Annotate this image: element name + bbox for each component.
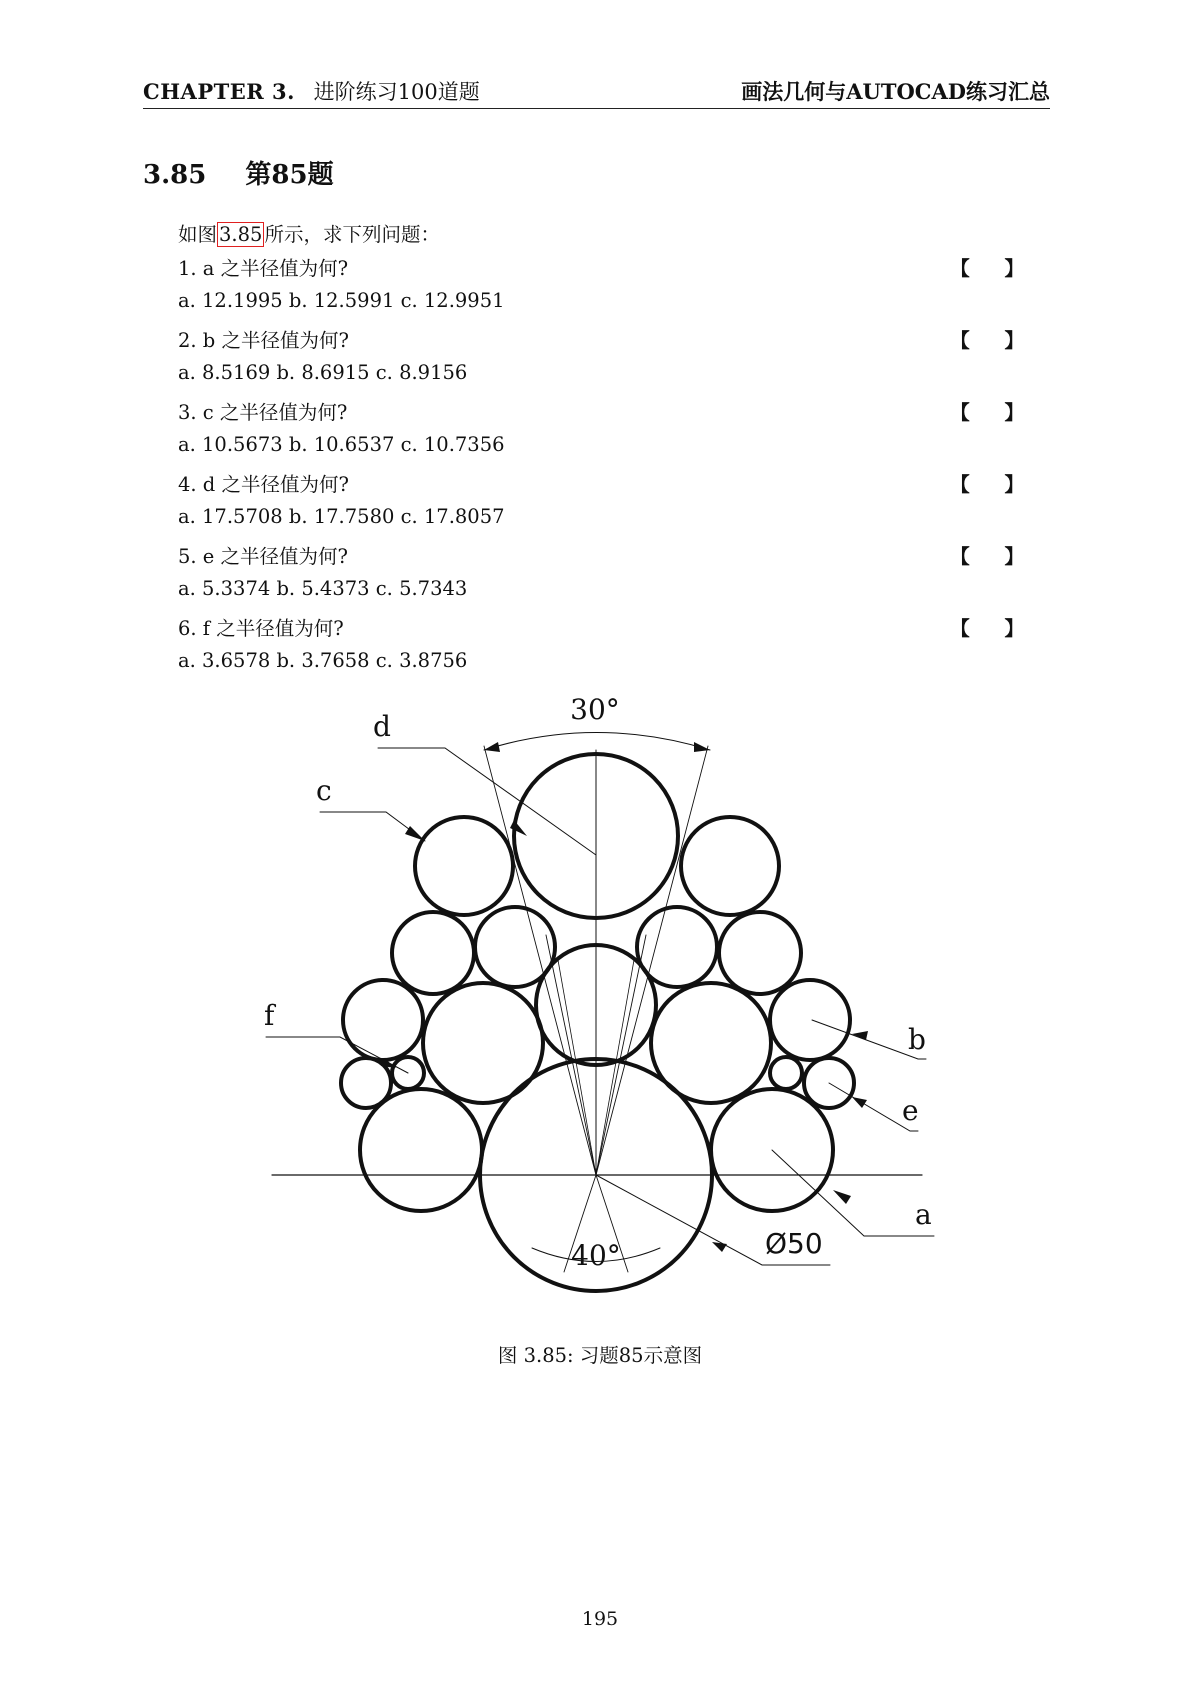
circle-b <box>770 980 850 1060</box>
question-options: a. 17.5708 b. 17.7580 c. 17.8057 <box>178 505 505 528</box>
label-a: a <box>915 1198 932 1231</box>
answer-bracket: 【 】 <box>950 473 1038 496</box>
diameter-label: Ø50 <box>765 1227 823 1260</box>
question-text: 6. f 之半径值为何? <box>178 617 344 640</box>
figure-ref-link[interactable]: 3.85 <box>219 223 263 246</box>
question-options: a. 10.5673 b. 10.6537 c. 10.7356 <box>178 433 505 456</box>
question-text: 3. c 之半径值为何? <box>178 401 348 424</box>
intro-suffix: 所示，求下列问题： <box>264 223 440 246</box>
answer-bracket: 【 】 <box>950 257 1038 280</box>
circle-f-neighbor <box>343 980 423 1060</box>
question-text: 5. e 之半径值为何? <box>178 545 348 568</box>
label-d: d <box>373 710 391 743</box>
book-title: 画法几何与AUTOCAD练习汇总 <box>741 79 1050 104</box>
question-text: 1. a 之半径值为何? <box>178 257 349 280</box>
circle-c <box>415 817 513 915</box>
answer-bracket: 【 】 <box>950 545 1038 568</box>
leader-a <box>772 1150 934 1236</box>
page-number: 195 <box>581 1608 619 1630</box>
angle-bottom-label: 40° <box>571 1239 621 1272</box>
label-e: e <box>902 1094 919 1127</box>
chapter-label: CHAPTER 3. <box>143 79 295 104</box>
leader-d <box>378 748 596 855</box>
answer-bracket: 【 】 <box>950 329 1038 352</box>
chapter-title: 进阶练习100道题 <box>313 80 480 104</box>
label-b: b <box>908 1023 926 1056</box>
leader-c <box>320 812 425 841</box>
question-text: 2. b 之半径值为何? <box>178 329 349 352</box>
question-options: a. 8.5169 b. 8.6915 c. 8.9156 <box>178 361 468 384</box>
answer-bracket: 【 】 <box>950 401 1038 424</box>
question-options: a. 3.6578 b. 3.7658 c. 3.8756 <box>178 649 468 672</box>
figure-caption: 图 3.85: 习题85示意图 <box>497 1344 703 1367</box>
question-options: a. 12.1995 b. 12.5991 c. 12.9951 <box>178 289 505 312</box>
question-options: a. 5.3374 b. 5.4373 c. 5.7343 <box>178 577 468 600</box>
intro-prefix: 如图 <box>178 223 218 246</box>
angle-top-label: 30° <box>570 693 620 726</box>
circle-c-right <box>681 817 779 915</box>
question-text: 4. d 之半径值为何? <box>178 473 349 496</box>
label-c: c <box>316 774 332 807</box>
answer-bracket: 【 】 <box>950 617 1038 640</box>
section-name: 第85题 <box>245 160 334 190</box>
section-number: 3.85 <box>143 160 207 190</box>
label-f: f <box>264 999 275 1032</box>
